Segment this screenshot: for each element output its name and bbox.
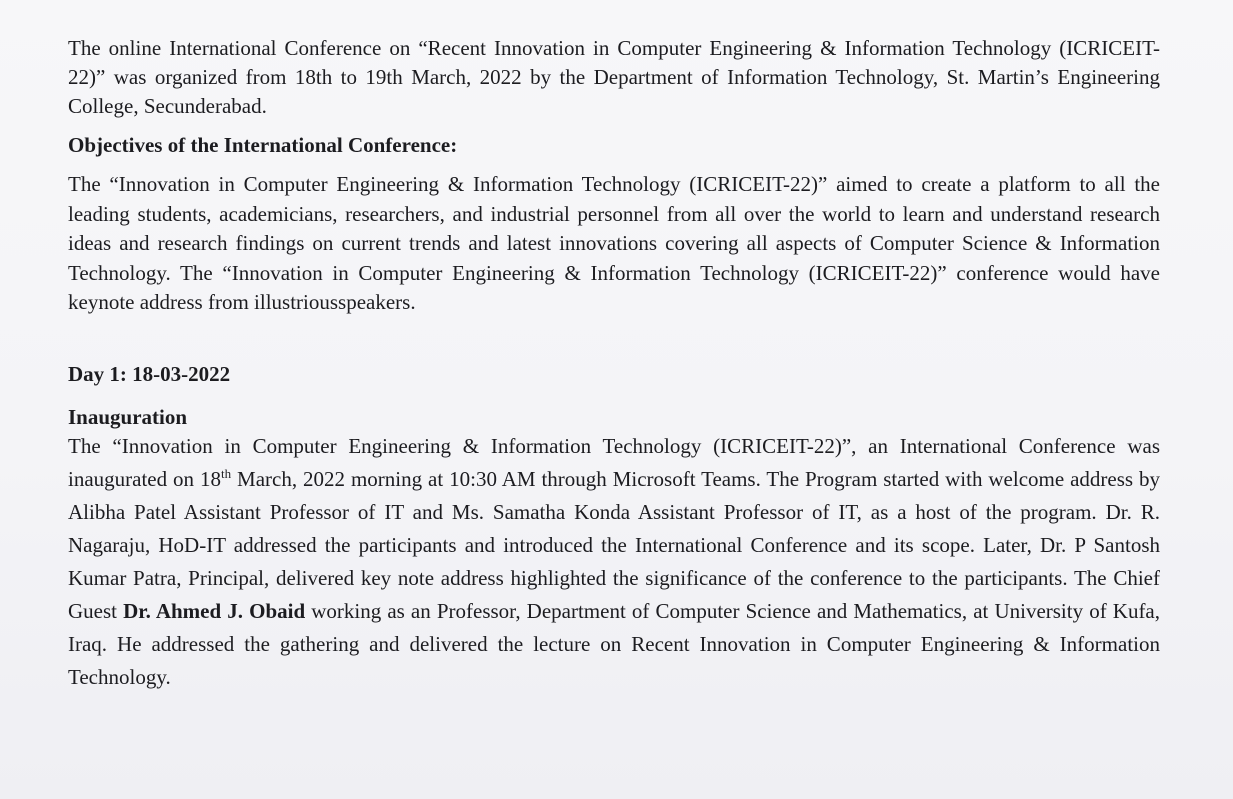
inauguration-heading: Inauguration bbox=[68, 404, 188, 429]
inauguration-paragraph bbox=[68, 430, 1160, 694]
ordinal-suffix: th bbox=[220, 465, 232, 481]
objectives-paragraph: The “Innovation in Computer Engineering & Information Technology (ICRICEIT-22)” aimed to create a platform to all the leading students, academicians, researchers, and industrial personnel from all over the world to learn and understand research ideas and research findings on current trends and latest innovations covering all aspects of Computer Science & Information Technology. The “Innovation in Computer Engineering & Information Technology (ICRICEIT-22)” conference would have keynote address from illustriousspeakers. bbox=[68, 172, 1160, 315]
inauguration-text-part1: The “Innovation in Computer Engineering & Information Technology (ICRICEIT-22)”, an International Conference was inaugurated on 18 bbox=[68, 433, 1160, 491]
inauguration-text-part2: March, 2022 morning at 10:30 AM through Microsoft Teams. The Program started with welcome address by Alibha Patel Assistant Professor of IT and Ms. Samatha Konda Assistant Professor of IT, as a host of the program. Dr. R. Nagaraju, HoD-IT addressed the participants and introduced the International Conference and its scope. Later, Dr. P Santosh Kumar Patra, Principal, delivered key note address highlighted the significance of the conference to the participants. The Chief Guest bbox=[68, 466, 1161, 623]
inauguration-text-part3: working as an Professor, Department of Computer Science and Mathematics, at University of Kufa, Iraq. He addressed the gathering and delivered the lecture on Recent Innovation in Computer Engineering & Information Technology. bbox=[68, 598, 1161, 689]
intro-paragraph: The online International Conference on “Recent Innovation in Computer Engineering & Information Technology (ICRICEIT-22)” was organized from 18th to 19th March, 2022 by the Department of Information Technology, St. Martin’s Engineering College, Secunderabad. bbox=[68, 36, 1160, 118]
objectives-heading: Objectives of the International Conference: bbox=[68, 133, 458, 157]
day1-heading: Day 1: 18-03-2022 bbox=[68, 361, 231, 386]
document-body bbox=[68, 34, 1160, 694]
chief-guest-name: Dr. Ahmed J. Obaid bbox=[123, 598, 306, 623]
